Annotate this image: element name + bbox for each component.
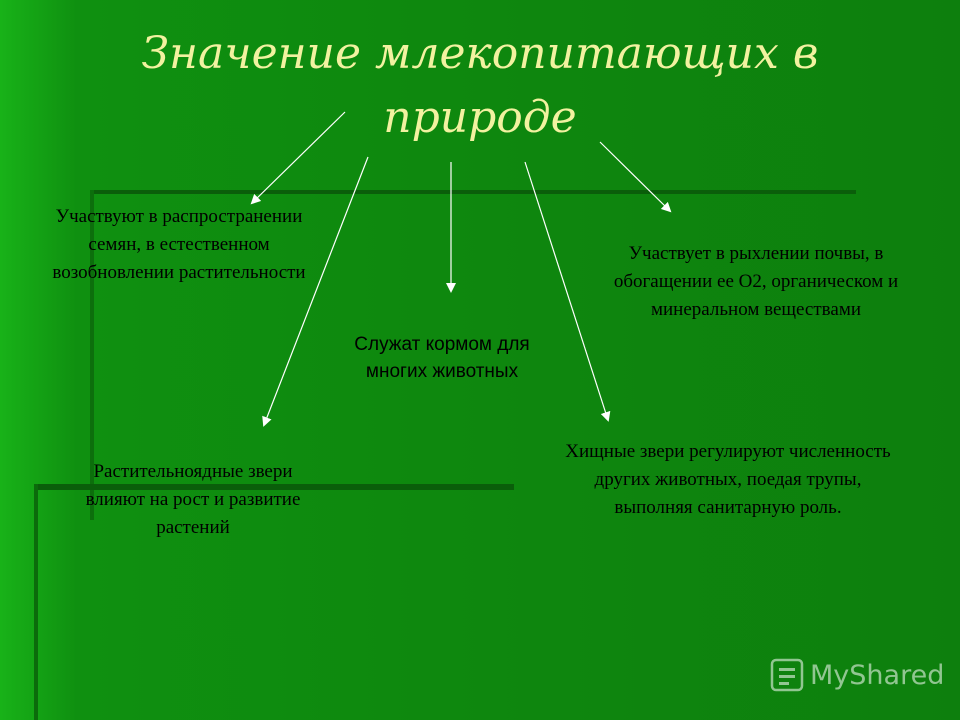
myshared-logo (770, 655, 944, 695)
node-food: Служат кормом для многих животных (354, 334, 530, 382)
node-herbivores: Растительноядные звери влияют на рост и развитие растений (85, 461, 301, 538)
arrow-to-seeds (252, 112, 345, 203)
logo-text: MyShared (810, 659, 945, 691)
slide-title: Значение млекопитающих в природе (141, 28, 819, 143)
node-predators: Хищные звери регулируют численность других животных, поедая трупы, выполняя санитарную роль. (565, 441, 891, 518)
node-seeds: Участвуют в распространении семян, в естественном возобновлении растительности (52, 206, 306, 283)
node-soil: Участвует в рыхлении почвы, в обогащении ее О2, органическом и минеральном веществами (613, 243, 899, 320)
arrow-to-soil (600, 142, 670, 211)
myshared-logo-icon (770, 658, 804, 692)
